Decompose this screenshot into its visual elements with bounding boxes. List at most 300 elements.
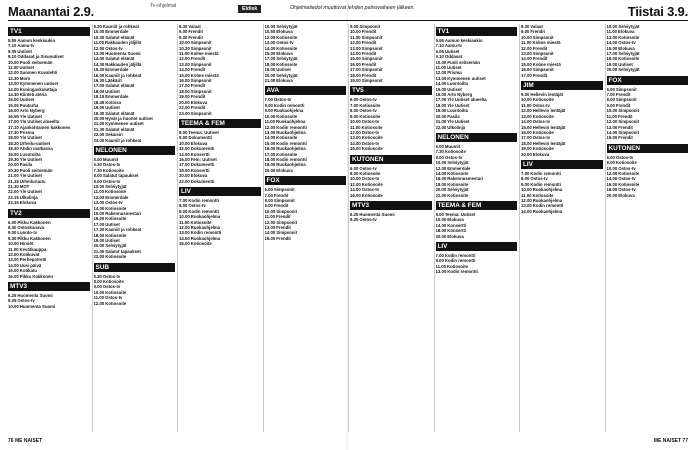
programme-title: Suomen Kuvalehti: [19, 70, 58, 76]
programme-time: 8.00: [93, 279, 102, 285]
programme-title: Frendit: [618, 135, 633, 141]
programme-time: 17.00: [8, 119, 19, 125]
programme-time: 15.00: [179, 72, 190, 78]
programme-time: 9.00: [8, 230, 17, 236]
programme-title: Frendit: [273, 203, 289, 209]
programme-time: 14.00: [93, 205, 105, 211]
programme-time: 15.00: [8, 268, 19, 274]
programme-time: 8.30: [521, 24, 530, 29]
programme-title: Uutiset: [105, 105, 120, 111]
programme-title: Uutiset: [105, 238, 120, 244]
programme-time: 14.00: [435, 170, 447, 176]
programme-title: Simpsonit: [618, 119, 640, 125]
programme-time: 21.00: [264, 78, 276, 84]
programme-time: 14.00: [93, 56, 105, 62]
programme-title: Simpsonit: [190, 40, 212, 46]
programme-title: Ulkolinja: [19, 194, 38, 200]
programme-time: 12.00: [264, 219, 276, 225]
programme-title: Frendit: [188, 29, 203, 35]
programme-time: 20.00: [521, 151, 532, 157]
programme-title: Frendit: [532, 45, 548, 51]
programme-time: 10.00: [521, 34, 532, 40]
programme-time: 10.00: [264, 113, 276, 119]
programme-time: 9.10: [435, 54, 444, 60]
programme-time: 7.10: [435, 43, 444, 49]
programme-time: 22.15: [8, 194, 19, 200]
programme-time: 21.00: [93, 248, 105, 254]
programme-time: 15.05: [8, 102, 19, 108]
programme-time: 11.00: [521, 40, 532, 46]
programme-time: 10.00: [606, 165, 618, 171]
programme-time: 13.00: [93, 51, 105, 57]
programme-title: Kotiosoite: [361, 146, 383, 152]
programme-title: Frendit: [615, 92, 631, 98]
programme-time: 17.00: [521, 72, 532, 78]
programme-time: 6.30: [93, 273, 102, 279]
programme-time: 18.00: [521, 140, 532, 146]
programme-time: 20.30: [8, 167, 19, 173]
programme-time: 16.00: [93, 216, 105, 222]
programme-title: Pasila: [19, 162, 33, 168]
programme-title: Kotiosoite: [447, 170, 469, 176]
listing-column: [436, 24, 518, 432]
programme-time: 11.00: [93, 40, 105, 46]
programme-time: 9.00: [264, 203, 273, 209]
programme-title: Hellevin lentäjät: [532, 124, 566, 130]
programme-time: 7.30: [435, 149, 444, 155]
programme-time: 11.00: [435, 263, 447, 269]
programme-time: 9.00: [521, 29, 530, 35]
programme-time: 13.00: [8, 257, 19, 263]
programme-title: Dokumentti: [190, 162, 215, 168]
programme-time: 7.00: [264, 192, 273, 198]
programme-time: 14.00: [606, 40, 618, 46]
programme-title: Uutiset: [19, 97, 35, 103]
programme-title: Pikku Kakkonen: [17, 219, 51, 225]
programme-title: Ostos-tv: [618, 176, 636, 182]
programme-time: 14.00: [264, 135, 276, 141]
programme-title: Kotiosoite: [615, 160, 637, 166]
programme-title: Simpsonit: [276, 219, 298, 225]
programme-entry: [607, 135, 689, 140]
programme-time: 9.00: [93, 284, 102, 290]
programme-title: Selviytyjät: [447, 160, 469, 166]
programme-time: 19.00: [93, 105, 105, 111]
programme-title: Kotiosoite: [190, 219, 212, 225]
programme-time: 7.00: [521, 170, 530, 176]
programme-time: 11.00: [435, 65, 447, 71]
programme-title: Yle Uutiset: [19, 156, 42, 162]
programme-time: 18.00: [606, 187, 618, 193]
programme-title: Elokuva: [618, 192, 635, 198]
programme-title: Ruokaohjelma: [273, 108, 304, 114]
programme-time: 14.00: [435, 222, 447, 228]
programme-time: 9.25: [8, 298, 17, 304]
programme-time: 10.30: [179, 45, 190, 51]
programme-time: 12.00: [179, 225, 190, 230]
programme-title: Luontoilta: [447, 81, 469, 87]
programme-time: 19.30: [93, 110, 105, 116]
programme-title: Ostos-tv: [273, 97, 292, 103]
programme-title: Frendit: [532, 72, 548, 78]
programme-time: 5.55: [8, 38, 17, 43]
programme-title: Ostos-tv: [618, 40, 636, 46]
channel-heading: KUTONEN: [350, 155, 432, 164]
programme-entry: [179, 179, 261, 184]
programme-title: Kotiosoite: [361, 192, 383, 198]
programme-time: 9.00: [93, 178, 102, 184]
programme-entry: [436, 234, 518, 239]
programme-title: Simpsonit: [618, 108, 640, 114]
programme-time: 18.15: [93, 94, 105, 100]
programme-time: 10.00: [606, 108, 618, 114]
programme-title: Luontoilta: [19, 151, 41, 157]
programme-title: Kotiosoite: [618, 56, 640, 62]
programme-title: Hellevin lentäjät: [532, 140, 566, 146]
programme-title: Ahdin matkassa: [19, 146, 53, 152]
programme-title: Teema: Uutiset: [444, 211, 476, 217]
programme-entry: [94, 301, 176, 306]
programme-title: Kymmenen uutiset: [19, 81, 59, 87]
programme-title: Ruokaohjelma: [190, 225, 221, 230]
programme-title: Konsertti: [190, 151, 210, 157]
programme-title: Ostos-tv: [359, 97, 377, 103]
programme-time: 16.00: [606, 181, 618, 187]
channel-heading: JIM: [521, 81, 603, 90]
programme-title: Simpsonit: [273, 187, 295, 193]
channel-heading: SUB: [94, 263, 176, 272]
channel-heading: MTV3: [350, 201, 432, 210]
programme-title: Elokuva: [618, 45, 635, 51]
programme-title: Kuningaskuluttaja: [19, 86, 58, 92]
programme-title: Ruokaohjelma: [532, 197, 563, 203]
programme-title: Simpsonit: [190, 88, 212, 94]
programme-title: Simpsonit: [361, 45, 383, 51]
programme-time: 10.00: [350, 119, 361, 125]
programme-title: Frendit: [361, 29, 377, 35]
programme-title: Elokuva: [276, 167, 293, 173]
programme-title: Elokuva: [190, 173, 208, 179]
programme-time: 14.00: [435, 81, 447, 87]
column-divider: [348, 24, 349, 432]
programme-time: 10.00: [179, 214, 190, 220]
programme-title: Simpsonit: [361, 56, 383, 62]
programme-time: 10.00: [435, 160, 447, 166]
programme-title: Hellevin lentäjät: [532, 108, 566, 114]
programme-time: 18.00: [435, 228, 447, 234]
programme-title: Kotiosoite: [105, 289, 127, 295]
programme-time: 12.00: [435, 70, 447, 76]
programme-time: 7.00: [435, 253, 444, 258]
programme-time: 6.30: [93, 162, 102, 168]
listing-column: [350, 24, 432, 432]
programme-time: 16.00: [8, 273, 19, 279]
programme-time: 7.30: [93, 167, 102, 173]
programme-title: Kotiosoite: [359, 170, 381, 176]
programme-title: Kodin remontti: [190, 230, 222, 236]
programme-title: Frendit: [190, 56, 206, 62]
programme-time: 20.00: [93, 115, 105, 121]
programme-time: 6.25: [350, 211, 359, 217]
listing-column: [94, 24, 176, 432]
programme-title: Kotiosoite: [618, 170, 640, 176]
programme-time: 13.00: [179, 61, 190, 67]
programme-title: Ostos-tv: [188, 203, 206, 209]
programme-title: Ostos-tv: [102, 162, 121, 168]
programme-title: Teema: Uutiset: [188, 129, 219, 135]
programme-title: Salatut elämät: [105, 110, 135, 116]
left-page-title: Maanantai 2.9.: [8, 4, 95, 19]
programme-title: Prisma: [19, 129, 35, 135]
left-footer: 76 ME NAISET: [8, 438, 43, 444]
programme-title: Ostos-tv: [276, 40, 294, 46]
programme-title: Uusi päivä: [19, 262, 42, 268]
programme-title: Yle Uutiset alueelta: [447, 97, 487, 103]
programme-entry: [350, 78, 432, 83]
programme-title: Frendit: [276, 225, 291, 230]
programme-time: 22.00: [435, 192, 447, 198]
programme-time: 10.00: [8, 241, 19, 247]
programme-time: 11.00: [8, 246, 19, 252]
programme-title: Ostos-tv: [359, 217, 377, 223]
programme-title: Kotoisa: [105, 99, 122, 105]
channel-heading: TEEMA & FEM: [179, 119, 261, 128]
programme-time: 16.00: [435, 176, 447, 182]
programme-title: Kodin remontti: [532, 203, 564, 209]
programme-title: Ruokaohjelma: [276, 129, 306, 135]
programme-time: 9.00: [606, 102, 615, 108]
programme-title: Ruokaohjelma: [276, 162, 306, 168]
listing-column: [8, 24, 90, 432]
programme-title: Frendit: [361, 61, 377, 67]
programme-title: Simpsonit: [361, 34, 383, 40]
programme-title: Ruokaohjelma: [190, 214, 221, 220]
programme-entry: [521, 209, 603, 214]
programme-time: 9.25: [350, 217, 359, 223]
programme-title: Oddasat: [444, 54, 463, 60]
programme-time: 18.45: [93, 99, 105, 105]
programme-time: 9.30: [179, 34, 188, 40]
programme-time: 13.00: [350, 135, 361, 141]
programme-time: 14.00: [521, 208, 532, 214]
programme-time: 13.00: [435, 269, 447, 275]
programme-title: Kotiosoite: [447, 192, 469, 198]
programme-title: Kodin remontti: [276, 156, 307, 162]
programme-entry: [521, 73, 603, 78]
programme-time: 15.00: [350, 56, 361, 62]
programme-title: Simpsonit: [532, 34, 554, 40]
programme-time: 15.00: [264, 235, 276, 241]
programme-title: Uutiset: [447, 65, 462, 71]
programme-title: Ruokaohjelma: [190, 235, 221, 241]
right-page-title: Tiistai 3.9.: [627, 4, 688, 19]
programme-time: 8.00: [350, 170, 359, 176]
programme-title: Ruokaohjelma: [532, 187, 563, 193]
programme-time: 15.00: [606, 135, 618, 141]
programme-time: 19.00: [435, 108, 447, 114]
programme-entry: [265, 236, 347, 241]
programme-title: Ostos-tv: [618, 187, 636, 193]
programme-title: Selviytyjät: [447, 187, 469, 193]
programme-time: 15.00: [264, 51, 276, 57]
programme-title: Uutiset: [19, 65, 35, 71]
programme-time: 7.10: [8, 43, 17, 49]
programme-title: Yle Uutiset: [19, 189, 42, 195]
programme-title: Kotiosoite: [618, 34, 640, 40]
programme-time: 9.00: [179, 29, 188, 35]
programme-time: 17.00: [179, 162, 190, 168]
programme-time: 9.30: [93, 24, 102, 29]
programme-title: Ostos-tv: [361, 176, 380, 182]
programme-title: Kodin remontti: [188, 197, 219, 203]
programme-title: Aamun keskiaukio: [444, 38, 483, 43]
programme-time: 14.30: [93, 61, 105, 67]
programme-time: 10.00: [179, 40, 190, 46]
channel-heading: NELONEN: [436, 133, 518, 142]
programme-title: Kymmenen uutiset: [105, 121, 144, 127]
programme-title: Kotiosoite: [359, 102, 381, 108]
programme-entry: [94, 254, 176, 259]
programme-time: 9.00: [264, 108, 273, 114]
programme-title: Rakkauden jäljillä: [105, 40, 142, 46]
programme-entry: [265, 168, 347, 173]
programme-title: Simpsonit: [361, 78, 383, 84]
programme-time: 17.00: [93, 83, 105, 89]
programme-title: Urheilu-uutiset: [19, 140, 51, 146]
programme-title: Ostos-tv: [102, 273, 121, 279]
programme-time: 11.00: [606, 113, 618, 119]
programme-title: Simpsonit: [276, 208, 298, 214]
programme-time: 10.00: [93, 289, 105, 295]
programme-title: Simpsonit: [190, 78, 212, 84]
programme-title: Kodin remontti: [444, 253, 476, 258]
channel-heading: TEEMA & FEM: [436, 201, 518, 210]
programme-time: 7.00: [264, 97, 273, 103]
programme-title: Konsertti: [447, 228, 467, 234]
programme-time: 15.00: [606, 45, 618, 51]
programme-title: Frendit: [361, 40, 377, 46]
programme-title: Salatut tapaukset: [105, 248, 141, 254]
programme-title: Yle Uutiset: [19, 173, 42, 179]
programme-time: 12.00: [179, 146, 190, 152]
programme-title: Kodin remontti: [447, 269, 478, 275]
programme-title: Luonto-tv: [17, 230, 38, 236]
programme-title: Frendit: [273, 192, 289, 198]
programme-title: Konsertti: [190, 167, 210, 173]
programme-title: Huomenta Suomi: [105, 51, 141, 57]
programme-time: 13.00: [179, 230, 190, 236]
programme-title: Frendit: [276, 235, 291, 241]
programme-title: Ostos-tv: [359, 108, 377, 114]
programme-title: Yle Uutiset alueelta: [19, 119, 60, 125]
channel-heading: LIV: [521, 160, 603, 169]
programme-time: 13.00: [521, 51, 532, 57]
programme-time: 15.00: [521, 61, 532, 67]
programme-title: Simpsonit: [532, 67, 554, 73]
listing-column: [179, 24, 261, 432]
programme-title: Puoli seitsemän: [447, 59, 480, 65]
programme-time: 15.00: [93, 211, 105, 216]
programme-title: Selviytyjät: [276, 72, 298, 78]
programme-title: Ostos-tv: [361, 129, 380, 135]
programme-time: 9.10: [8, 54, 17, 60]
programme-time: 16.00: [350, 61, 361, 67]
programme-title: Kotiosoite: [276, 61, 298, 67]
programme-time: 14.00: [8, 86, 19, 92]
programme-time: 14.00: [264, 230, 276, 236]
programme-time: 18.00: [93, 88, 105, 94]
programme-time: 8.30: [8, 225, 17, 230]
programme-title: Kolme miestä: [532, 40, 561, 46]
programme-time: 12.00: [93, 300, 105, 306]
programme-time: 21.00: [435, 119, 447, 125]
programme-time: 17.30: [8, 129, 19, 135]
programme-time: 13.00: [521, 113, 532, 119]
programme-time: 6.00: [8, 219, 17, 225]
programme-title: Kotiosoite: [532, 146, 554, 152]
programme-time: 17.10: [8, 124, 19, 130]
programme-title: Elokuva: [532, 151, 550, 157]
programme-time: 18.00: [350, 72, 361, 78]
programme-time: 20.00: [179, 99, 190, 105]
programme-time: 22.00: [435, 124, 447, 130]
programme-time: 11.00: [93, 295, 105, 301]
programme-time: 15.00: [435, 86, 447, 92]
programme-time: 11.00: [521, 192, 532, 198]
programme-title: Uutiset: [17, 48, 32, 54]
programme-title: Kotiosoite: [361, 124, 383, 130]
programme-time: 9.00: [350, 24, 359, 29]
programme-title: Hellevin lentäjät: [530, 92, 564, 98]
programme-title: Kotiosoite: [105, 232, 127, 238]
programme-time: 13.00: [264, 40, 276, 46]
programme-time: 23.15: [8, 200, 19, 206]
programme-time: 10.00: [435, 59, 447, 65]
programme-time: 9.30: [8, 235, 17, 241]
programme-title: Ostos-tv: [102, 178, 121, 184]
programme-time: 15.30: [93, 67, 105, 73]
programme-time: 12.00: [435, 165, 447, 171]
programme-time: 10.00: [521, 97, 532, 103]
programme-title: Elokuva: [447, 233, 464, 239]
programme-time: 12.00: [8, 70, 19, 76]
programme-entry: [8, 274, 90, 279]
programme-time: 10.00: [8, 303, 19, 309]
programme-title: Elokuva: [190, 99, 208, 105]
programme-title: Elokuva: [276, 78, 293, 84]
programme-time: 14.00: [179, 67, 190, 73]
programme-time: 10.00: [350, 29, 361, 35]
programme-title: Ostos-tv: [102, 284, 121, 290]
programme-time: 21.30: [93, 126, 105, 132]
programme-time: 7.00: [606, 92, 615, 98]
programme-title: Kotiosoite: [276, 45, 298, 51]
programme-title: Oddasat ja Sisuoutiset: [17, 54, 64, 60]
programme-title: Uutiset: [618, 61, 633, 67]
programme-time: 16.55: [8, 113, 19, 119]
column-divider: [263, 24, 264, 432]
programme-title: Kotiosoite: [618, 181, 640, 187]
programme-title: Emmerdale: [105, 194, 129, 200]
programme-time: 20.00: [264, 167, 276, 173]
programme-time: 17.00: [521, 135, 532, 141]
programme-title: Rakennusmestari: [105, 211, 142, 216]
programme-title: Selviytyjät: [276, 56, 298, 62]
programme-time: 13.00: [606, 124, 618, 130]
programme-time: 19.00: [93, 238, 105, 244]
programme-entry: [179, 241, 261, 246]
programme-entry: [436, 125, 518, 130]
